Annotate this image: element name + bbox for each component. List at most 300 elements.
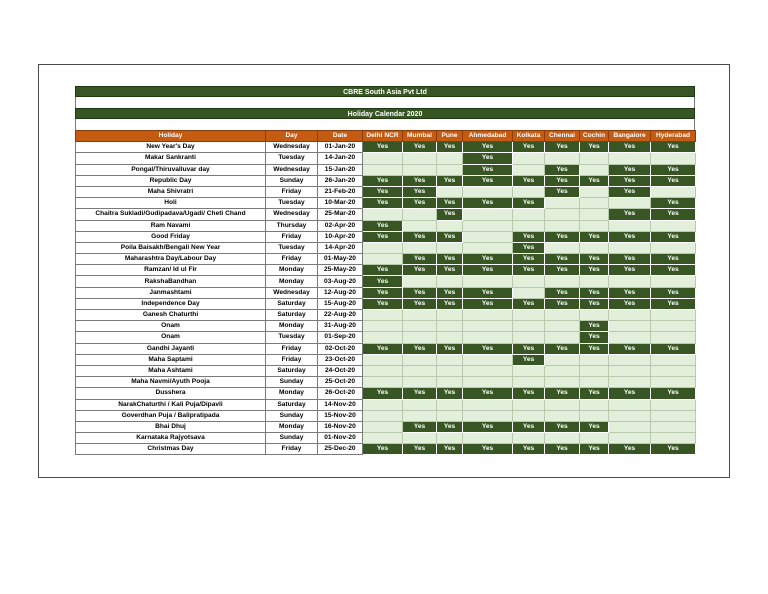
table-row	[76, 444, 696, 455]
empty-cell	[363, 421, 403, 432]
day-cell: Sunday	[266, 433, 318, 444]
yes-cell: Yes	[403, 287, 437, 298]
yes-cell: Yes	[545, 254, 580, 265]
yes-cell: Yes	[580, 231, 609, 242]
empty-cell	[463, 399, 513, 410]
holiday-cell: Maharashtra Day/Labour Day	[76, 254, 266, 265]
date-cell: 15-Nov-20	[318, 410, 363, 421]
yes-cell: Yes	[609, 164, 651, 175]
yes-cell: Yes	[651, 209, 696, 220]
date-cell: 25-Oct-20	[318, 377, 363, 388]
yes-cell: Yes	[651, 298, 696, 309]
empty-cell	[580, 276, 609, 287]
empty-cell	[463, 209, 513, 220]
empty-cell	[513, 433, 545, 444]
day-cell: Friday	[266, 254, 318, 265]
empty-cell	[609, 276, 651, 287]
yes-cell: Yes	[651, 198, 696, 209]
empty-cell	[609, 198, 651, 209]
date-cell: 25-Mar-20	[318, 209, 363, 220]
empty-cell	[651, 365, 696, 376]
empty-cell	[463, 332, 513, 343]
holiday-table	[75, 130, 696, 455]
yes-cell: Yes	[403, 343, 437, 354]
empty-cell	[363, 399, 403, 410]
table-row	[76, 287, 696, 298]
yes-cell: Yes	[363, 298, 403, 309]
yes-cell: Yes	[437, 287, 463, 298]
empty-cell	[651, 332, 696, 343]
table-row	[76, 153, 696, 164]
empty-cell	[403, 209, 437, 220]
empty-cell	[437, 153, 463, 164]
date-cell: 16-Nov-20	[318, 421, 363, 432]
table-row	[76, 421, 696, 432]
empty-cell	[363, 164, 403, 175]
column-header: Holiday	[76, 131, 266, 142]
empty-cell	[363, 365, 403, 376]
column-header: Day	[266, 131, 318, 142]
empty-cell	[545, 433, 580, 444]
empty-cell	[513, 209, 545, 220]
empty-cell	[463, 365, 513, 376]
yes-cell: Yes	[545, 142, 580, 153]
yes-cell: Yes	[651, 164, 696, 175]
yes-cell: Yes	[609, 175, 651, 186]
empty-cell	[545, 399, 580, 410]
day-cell: Tuesday	[266, 332, 318, 343]
company-header: CBRE South Asia Pvt Ltd	[75, 86, 695, 97]
empty-cell	[513, 399, 545, 410]
yes-cell: Yes	[545, 175, 580, 186]
empty-cell	[437, 433, 463, 444]
empty-cell	[545, 354, 580, 365]
yes-cell: Yes	[609, 254, 651, 265]
empty-cell	[513, 365, 545, 376]
holiday-cell: Dusshera	[76, 388, 266, 399]
column-header: Cochin	[580, 131, 609, 142]
table-row	[76, 310, 696, 321]
date-cell: 26-Jan-20	[318, 175, 363, 186]
empty-cell	[580, 354, 609, 365]
yes-cell: Yes	[463, 444, 513, 455]
empty-cell	[463, 220, 513, 231]
empty-cell	[651, 377, 696, 388]
empty-cell	[437, 220, 463, 231]
column-header: Pune	[437, 131, 463, 142]
table-row	[76, 142, 696, 153]
yes-cell: Yes	[545, 421, 580, 432]
holiday-cell: Holi	[76, 198, 266, 209]
empty-cell	[437, 186, 463, 197]
table-row	[76, 377, 696, 388]
yes-cell: Yes	[403, 231, 437, 242]
table-row	[76, 231, 696, 242]
date-cell: 15-Jan-20	[318, 164, 363, 175]
yes-cell: Yes	[580, 298, 609, 309]
empty-cell	[403, 433, 437, 444]
yes-cell: Yes	[580, 343, 609, 354]
yes-cell: Yes	[513, 198, 545, 209]
empty-cell	[580, 377, 609, 388]
date-cell: 02-Apr-20	[318, 220, 363, 231]
empty-cell	[437, 310, 463, 321]
empty-cell	[609, 321, 651, 332]
day-cell: Thursday	[266, 220, 318, 231]
column-header: Kolkata	[513, 131, 545, 142]
yes-cell: Yes	[363, 444, 403, 455]
holiday-cell: Gandhi Jayanti	[76, 343, 266, 354]
empty-cell	[363, 242, 403, 253]
table-row	[76, 399, 696, 410]
holiday-cell: Poila Baisakh/Bengali New Year	[76, 242, 266, 253]
empty-cell	[580, 209, 609, 220]
empty-cell	[609, 377, 651, 388]
holiday-cell: Chaitra Sukladi/Gudipadava/Ugadi/ Cheti Chand	[76, 209, 266, 220]
yes-cell: Yes	[580, 287, 609, 298]
empty-cell	[363, 377, 403, 388]
table-row	[76, 343, 696, 354]
empty-cell	[403, 354, 437, 365]
yes-cell: Yes	[437, 388, 463, 399]
day-cell: Monday	[266, 388, 318, 399]
date-cell: 25-Dec-20	[318, 444, 363, 455]
empty-cell	[463, 321, 513, 332]
yes-cell: Yes	[363, 265, 403, 276]
yes-cell: Yes	[463, 164, 513, 175]
empty-cell	[609, 220, 651, 231]
yes-cell: Yes	[463, 198, 513, 209]
holiday-cell: New Year's Day	[76, 142, 266, 153]
empty-cell	[463, 276, 513, 287]
holiday-cell: Ramzan/ Id ul Fir	[76, 265, 266, 276]
yes-cell: Yes	[463, 153, 513, 164]
day-cell: Tuesday	[266, 198, 318, 209]
yes-cell: Yes	[609, 298, 651, 309]
empty-cell	[609, 410, 651, 421]
yes-cell: Yes	[363, 276, 403, 287]
day-cell: Monday	[266, 276, 318, 287]
yes-cell: Yes	[513, 354, 545, 365]
empty-cell	[580, 186, 609, 197]
empty-cell	[403, 365, 437, 376]
yes-cell: Yes	[363, 175, 403, 186]
day-cell: Wednesday	[266, 287, 318, 298]
table-row	[76, 321, 696, 332]
day-cell: Saturday	[266, 365, 318, 376]
table-row	[76, 265, 696, 276]
empty-cell	[463, 433, 513, 444]
holiday-cell: NarakChaturthi / Kali Puja/Dipavli	[76, 399, 266, 410]
yes-cell: Yes	[363, 231, 403, 242]
yes-cell: Yes	[437, 343, 463, 354]
table-row	[76, 164, 696, 175]
day-cell: Sunday	[266, 377, 318, 388]
yes-cell: Yes	[403, 142, 437, 153]
day-cell: Saturday	[266, 298, 318, 309]
column-header: Chennai	[545, 131, 580, 142]
holiday-cell: RakshaBandhan	[76, 276, 266, 287]
empty-cell	[463, 354, 513, 365]
empty-cell	[437, 377, 463, 388]
yes-cell: Yes	[463, 265, 513, 276]
table-row	[76, 365, 696, 376]
yes-cell: Yes	[463, 287, 513, 298]
empty-cell	[513, 310, 545, 321]
empty-cell	[580, 164, 609, 175]
day-cell: Saturday	[266, 310, 318, 321]
holiday-cell: Good Friday	[76, 231, 266, 242]
column-header: Bangalore	[609, 131, 651, 142]
yes-cell: Yes	[437, 265, 463, 276]
empty-cell	[403, 377, 437, 388]
table-row	[76, 209, 696, 220]
empty-cell	[463, 410, 513, 421]
empty-cell	[609, 433, 651, 444]
empty-cell	[651, 421, 696, 432]
holiday-cell: Onam	[76, 332, 266, 343]
day-cell: Sunday	[266, 410, 318, 421]
holiday-cell: Maha Navmi/Ayuth Pooja	[76, 377, 266, 388]
day-cell: Monday	[266, 321, 318, 332]
empty-cell	[513, 276, 545, 287]
column-header: Ahmedabad	[463, 131, 513, 142]
yes-cell: Yes	[609, 343, 651, 354]
empty-cell	[437, 410, 463, 421]
empty-cell	[363, 410, 403, 421]
empty-cell	[545, 377, 580, 388]
yes-cell: Yes	[513, 388, 545, 399]
holiday-sheet	[75, 86, 695, 455]
yes-cell: Yes	[580, 321, 609, 332]
day-cell: Wednesday	[266, 209, 318, 220]
yes-cell: Yes	[651, 343, 696, 354]
yes-cell: Yes	[363, 142, 403, 153]
empty-cell	[437, 276, 463, 287]
table-row	[76, 433, 696, 444]
yes-cell: Yes	[651, 175, 696, 186]
empty-cell	[609, 365, 651, 376]
yes-cell: Yes	[463, 175, 513, 186]
yes-cell: Yes	[651, 254, 696, 265]
yes-cell: Yes	[513, 444, 545, 455]
empty-cell	[463, 310, 513, 321]
yes-cell: Yes	[580, 444, 609, 455]
empty-cell	[651, 399, 696, 410]
empty-cell	[513, 220, 545, 231]
yes-cell: Yes	[545, 164, 580, 175]
holiday-cell: Independence Day	[76, 298, 266, 309]
empty-cell	[651, 433, 696, 444]
holiday-cell: Republic Day	[76, 175, 266, 186]
day-cell: Friday	[266, 354, 318, 365]
yes-cell: Yes	[513, 343, 545, 354]
date-cell: 14-Apr-20	[318, 242, 363, 253]
empty-cell	[651, 242, 696, 253]
yes-cell: Yes	[437, 421, 463, 432]
day-cell: Friday	[266, 186, 318, 197]
yes-cell: Yes	[580, 142, 609, 153]
empty-cell	[437, 365, 463, 376]
date-cell: 01-Jan-20	[318, 142, 363, 153]
empty-cell	[609, 399, 651, 410]
empty-cell	[545, 410, 580, 421]
empty-cell	[545, 242, 580, 253]
empty-cell	[403, 310, 437, 321]
empty-cell	[651, 276, 696, 287]
yes-cell: Yes	[437, 209, 463, 220]
yes-cell: Yes	[513, 421, 545, 432]
empty-cell	[437, 332, 463, 343]
empty-cell	[513, 287, 545, 298]
yes-cell: Yes	[513, 242, 545, 253]
empty-cell	[580, 310, 609, 321]
yes-cell: Yes	[651, 231, 696, 242]
yes-cell: Yes	[513, 254, 545, 265]
empty-cell	[609, 153, 651, 164]
yes-cell: Yes	[463, 298, 513, 309]
day-cell: Monday	[266, 421, 318, 432]
empty-cell	[651, 186, 696, 197]
column-header: Delhi NCR	[363, 131, 403, 142]
empty-cell	[651, 220, 696, 231]
yes-cell: Yes	[403, 298, 437, 309]
empty-cell	[403, 220, 437, 231]
empty-cell	[403, 276, 437, 287]
holiday-cell: Bhai Dhuj	[76, 421, 266, 432]
yes-cell: Yes	[437, 444, 463, 455]
empty-cell	[580, 220, 609, 231]
date-cell: 24-Oct-20	[318, 365, 363, 376]
table-row	[76, 198, 696, 209]
yes-cell: Yes	[437, 142, 463, 153]
empty-cell	[545, 220, 580, 231]
holiday-cell: Pongal/Thiruvalluvar day	[76, 164, 266, 175]
yes-cell: Yes	[609, 231, 651, 242]
day-cell: Monday	[266, 265, 318, 276]
yes-cell: Yes	[580, 388, 609, 399]
yes-cell: Yes	[437, 298, 463, 309]
yes-cell: Yes	[403, 186, 437, 197]
date-cell: 02-Oct-20	[318, 343, 363, 354]
empty-cell	[403, 164, 437, 175]
yes-cell: Yes	[545, 231, 580, 242]
holiday-cell: Maha Saptami	[76, 354, 266, 365]
date-cell: 14-Nov-20	[318, 399, 363, 410]
yes-cell: Yes	[403, 444, 437, 455]
empty-cell	[437, 399, 463, 410]
yes-cell: Yes	[609, 287, 651, 298]
empty-cell	[513, 164, 545, 175]
yes-cell: Yes	[651, 142, 696, 153]
empty-cell	[580, 153, 609, 164]
empty-cell	[545, 321, 580, 332]
empty-cell	[463, 377, 513, 388]
spacer-row	[75, 97, 695, 108]
yes-cell: Yes	[609, 265, 651, 276]
yes-cell: Yes	[513, 231, 545, 242]
column-header: Hyderabad	[651, 131, 696, 142]
empty-cell	[580, 433, 609, 444]
yes-cell: Yes	[545, 444, 580, 455]
day-cell: Wednesday	[266, 164, 318, 175]
yes-cell: Yes	[651, 444, 696, 455]
empty-cell	[513, 153, 545, 164]
table-row	[76, 276, 696, 287]
date-cell: 23-Oct-20	[318, 354, 363, 365]
empty-cell	[363, 321, 403, 332]
empty-cell	[580, 410, 609, 421]
yes-cell: Yes	[437, 254, 463, 265]
date-cell: 14-Jan-20	[318, 153, 363, 164]
empty-cell	[609, 354, 651, 365]
yes-cell: Yes	[609, 142, 651, 153]
day-cell: Saturday	[266, 399, 318, 410]
yes-cell: Yes	[580, 265, 609, 276]
table-row	[76, 254, 696, 265]
date-cell: 10-Apr-20	[318, 231, 363, 242]
calendar-title: Holiday Calendar 2020	[75, 108, 695, 119]
yes-cell: Yes	[463, 421, 513, 432]
empty-cell	[403, 332, 437, 343]
table-row	[76, 186, 696, 197]
yes-cell: Yes	[363, 287, 403, 298]
empty-cell	[609, 332, 651, 343]
empty-cell	[363, 332, 403, 343]
date-cell: 31-Aug-20	[318, 321, 363, 332]
yes-cell: Yes	[545, 287, 580, 298]
holiday-cell: Maha Shivratri	[76, 186, 266, 197]
empty-cell	[513, 332, 545, 343]
table-row	[76, 410, 696, 421]
yes-cell: Yes	[651, 287, 696, 298]
empty-cell	[437, 321, 463, 332]
holiday-cell: Ram Navami	[76, 220, 266, 231]
empty-cell	[609, 242, 651, 253]
yes-cell: Yes	[580, 175, 609, 186]
empty-cell	[363, 254, 403, 265]
yes-cell: Yes	[580, 421, 609, 432]
empty-cell	[463, 186, 513, 197]
empty-cell	[513, 377, 545, 388]
date-cell: 15-Aug-20	[318, 298, 363, 309]
yes-cell: Yes	[437, 198, 463, 209]
yes-cell: Yes	[403, 388, 437, 399]
table-row	[76, 298, 696, 309]
empty-cell	[403, 410, 437, 421]
empty-cell	[545, 332, 580, 343]
yes-cell: Yes	[651, 388, 696, 399]
day-cell: Tuesday	[266, 242, 318, 253]
empty-cell	[403, 399, 437, 410]
yes-cell: Yes	[513, 298, 545, 309]
empty-cell	[437, 242, 463, 253]
yes-cell: Yes	[363, 220, 403, 231]
yes-cell: Yes	[609, 444, 651, 455]
empty-cell	[651, 310, 696, 321]
holiday-cell: Christmas Day	[76, 444, 266, 455]
holiday-cell: Maha Ashtami	[76, 365, 266, 376]
yes-cell: Yes	[403, 421, 437, 432]
yes-cell: Yes	[403, 254, 437, 265]
day-cell: Friday	[266, 444, 318, 455]
day-cell: Friday	[266, 231, 318, 242]
empty-cell	[363, 433, 403, 444]
empty-cell	[545, 209, 580, 220]
empty-cell	[363, 153, 403, 164]
yes-cell: Yes	[437, 175, 463, 186]
holiday-cell: Janmashtami	[76, 287, 266, 298]
